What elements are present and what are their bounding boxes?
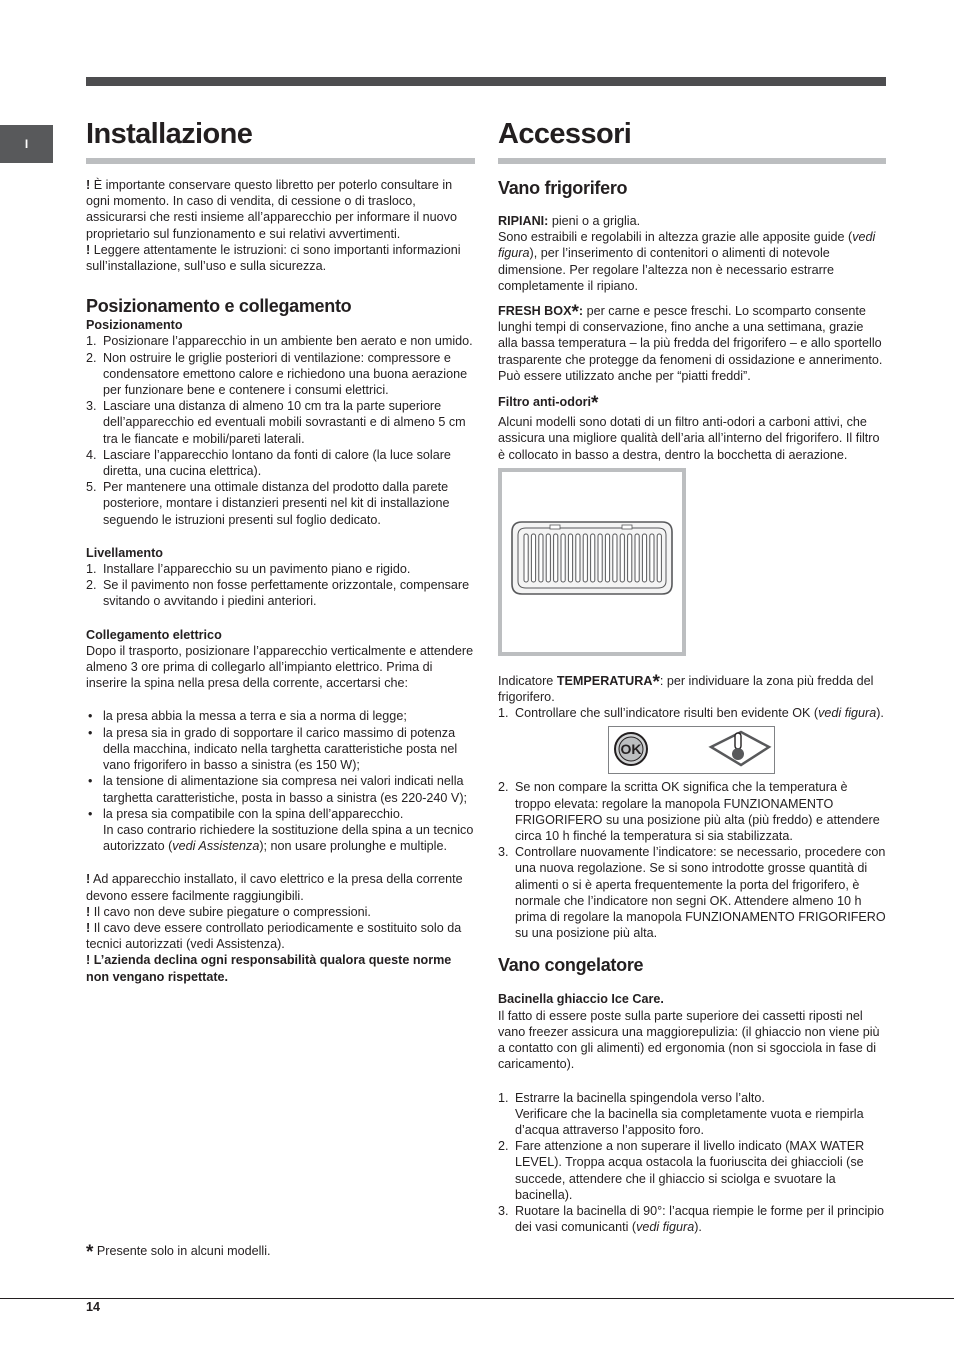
positioning-subtitle: Posizionamento: [86, 318, 183, 333]
list-item: 3. Lasciare una distanza di almeno 10 cm tra la parte superiore dell’apparecchio ed eventuali mobili sovrastanti e di almeno 5 cm tra le fiancate e mobili/pareti laterali.: [86, 399, 466, 446]
list-item: 1. Posizionare l’apparecchio in un ambiente ben aerato e non umido.: [86, 334, 473, 349]
temperature-indicator-figure: [608, 726, 775, 774]
header-rule: [86, 77, 886, 86]
installation-column: [86, 110, 475, 985]
leveling-list: [86, 561, 475, 610]
intro-paragraph-1: ! È importante conservare questo libretto per poterlo consultare in ogni momento. In caso di vendita, di cessione o di trasloco, assicurarsi che resti insieme all’apparecchio per informare il nuovo proprietario sul funzionamento e sui relativi avvertimenti.: [86, 178, 457, 241]
warning-4: ! L’azienda declina ogni responsabilità qualora queste norme non vengano rispettate.: [86, 953, 452, 984]
temperature-steps-part2: [498, 779, 886, 941]
intro-paragraph-2: ! Leggere attentamente le istruzioni: ci sono importanti informazioni sull’installazione, sull’uso e sulla sicurezza.: [86, 242, 461, 274]
page-number: 14: [86, 1300, 101, 1314]
filter-subtitle: Filtro anti-odori*: [498, 393, 599, 415]
language-tab: I: [0, 125, 53, 163]
leveling-subtitle: Livellamento: [86, 545, 163, 560]
list-item: 2. Se non compare la scritta OK significa che la temperatura è troppo elevata: regolare la manopola FUNZIONAMENTO FRIGORIFERO su una posizione più alta (più freddo) e attendere circa 10 h finché la temperatura si sia stabilizzata.: [498, 780, 880, 844]
warning-2: ! Il cavo non deve subire piegature o compressioni.: [86, 904, 371, 919]
fresh-box-paragraph: FRESH BOX*: per carne e pesce freschi. Lo scomparto consente lunghi tempi di conservazione, fino anche a una settimana, grazie alla bassa temperatura – la più fredda del frigorifero – e allo sportello trasparente che protegge da fenomeni di ossidazione e annerimento. Può essere utilizzato anche per “piatti freddi”.: [498, 302, 883, 383]
list-item: 1. Estrarre la bacinella spingendola verso l’alto. Verificare che la bacinella sia completamente vuota e riempirla d’acqua attraverso l’apposito foro.: [498, 1090, 864, 1137]
ice-tray-intro: Il fatto di essere poste sulla parte superiore dei cassetti riposti nel vano freezer assicura una maggiorepulizia: (il ghiaccio non viene più a contatto con gli alimenti) ed ergonomia (non si sgocciola in fase di caricamento).: [498, 1008, 880, 1072]
installation-title: Installazione: [86, 110, 475, 164]
ice-tray-subtitle: Bacinella ghiaccio Ice Care.: [498, 992, 664, 1007]
filter-description: Alcuni modelli sono dotati di un filtro anti-odori a carboni attivi, che assicura una migliore qualità dell’aria all’interno del frigorifero. Il filtro è collocato in basso a destra, dentro la bocchetta di aerazione.: [498, 415, 880, 462]
accessories-column: [498, 110, 886, 1235]
freezer-section-title: Vano congelatore: [498, 955, 644, 976]
accessories-title: Accessori: [498, 110, 886, 164]
footer-rule: [0, 1298, 954, 1299]
positioning-section-title: Posizionamento e collegamento: [86, 296, 352, 317]
list-item: 2. Fare attenzione a non superare il livello indicato (MAX WATER LEVEL). Troppa acqua ostacola la fuoriuscita dei ghiaccioli (se succede, attendere che il ghiaccio si sciolga e svuotare la bacinella).: [498, 1139, 865, 1202]
footnote: * Presente solo in alcuni modelli.: [86, 1242, 271, 1263]
positioning-list: [86, 333, 475, 527]
list-item: 3. Controllare nuovamente l’indicatore: se necessario, procedere con una nuova regolazione. Se si sono introdotte grosse quantità di alimenti o si è aperta frequentemente la porta del frigorifero, è normale che l’indicatore non segni OK. Attendere almeno 10 h prima di regolare la manopola FUNZIONAMENTO FRIGORIFERO su una posizione più alta.: [498, 845, 886, 941]
warning-1: ! Ad apparecchio installato, il cavo elettrico e la presa della corrente devono essere facilmente raggiungibili.: [86, 872, 463, 903]
list-item: 5. Per mantenere una ottimale distanza del prodotto dalla parete posteriore, montare i distanzieri presenti nel kit di installazione seguendo le istruzioni presenti sul foglio dedicato.: [86, 480, 450, 527]
list-item: • la presa sia in grado di sopportare il carico massimo di potenza della macchina, indicato nella targhetta caratteristiche posta nel vano frigorifero in basso a sinistra (es 150 W);: [88, 725, 458, 773]
electrical-intro: Dopo il trasporto, posizionare l’apparecchio verticalmente e attendere almeno 3 ore prima di collegarlo all’impianto elettrico. Prima di inserire la spina nella presa della corrente, accertarsi che:: [86, 643, 474, 691]
electrical-checklist: [86, 708, 475, 854]
ok-label: OK: [620, 741, 642, 758]
list-item: 1. Controllare che sull’indicatore risulti ben evidente OK (vedi figura).: [498, 706, 884, 721]
shelves-description: Sono estraibili e regolabili in altezza grazie alle apposite guide (vedi figura), per l’inserimento di contenitori o alimenti di notevole dimensione. Per regolare l’altezza non è necessario estrarre completamente il ripiano.: [498, 230, 876, 293]
list-item: • la tensione di alimentazione sia compresa nei valori indicati nella targhetta caratteristiche, posta in basso a sinistra (es 220-240 V);: [88, 774, 468, 805]
list-item: 2. Se il pavimento non fosse perfettamente orizzontale, compensare svitando o avvitando i piedini anteriori.: [86, 578, 470, 609]
ice-tray-steps: [498, 1090, 886, 1236]
temperature-indicator-paragraph: Indicatore TEMPERATURA*: per individuare la zona più fredda del frigorifero.: [498, 671, 874, 705]
list-item: • la presa sia compatibile con la spina dell’apparecchio. In caso contrario richiedere la sostituzione della spina a un tecnico autorizzato (vedi Assistenza); non usare prolunghe e multiple.: [88, 806, 474, 854]
ventilation-grille-icon: [502, 472, 682, 652]
electrical-subtitle: Collegamento elettrico: [86, 627, 222, 642]
list-item: • la presa abbia la messa a terra e sia a norma di legge;: [88, 709, 407, 724]
list-item: 1. Installare l’apparecchio su un pavimento piano e rigido.: [86, 562, 411, 577]
list-item: 3. Ruotare la bacinella di 90°: l’acqua riempie le forme per il principio dei vasi comunicanti (vedi figura).: [498, 1203, 885, 1235]
shelves-paragraph: RIPIANI: pieni o a griglia.: [498, 214, 641, 228]
fridge-section-title: Vano frigorifero: [498, 178, 628, 198]
list-item: 4. Lasciare l’apparecchio lontano da fonti di calore (la luce solare diretta, una cucina elettrica).: [86, 447, 451, 479]
warning-3: ! Il cavo deve essere controllato periodicamente e sostituito solo da tecnici autorizzati (vedi Assistenza).: [86, 920, 462, 952]
list-item: 2. Non ostruire le griglie posteriori di ventilazione: compressore e condensatore emettono calore e richiedono una buona aerazione per funzionare bene e contenere i consumi elettrici.: [86, 350, 468, 398]
temperature-steps-part1: [498, 705, 886, 721]
temperature-indicator-icon: [609, 727, 774, 773]
vent-filter-figure: [498, 468, 686, 656]
